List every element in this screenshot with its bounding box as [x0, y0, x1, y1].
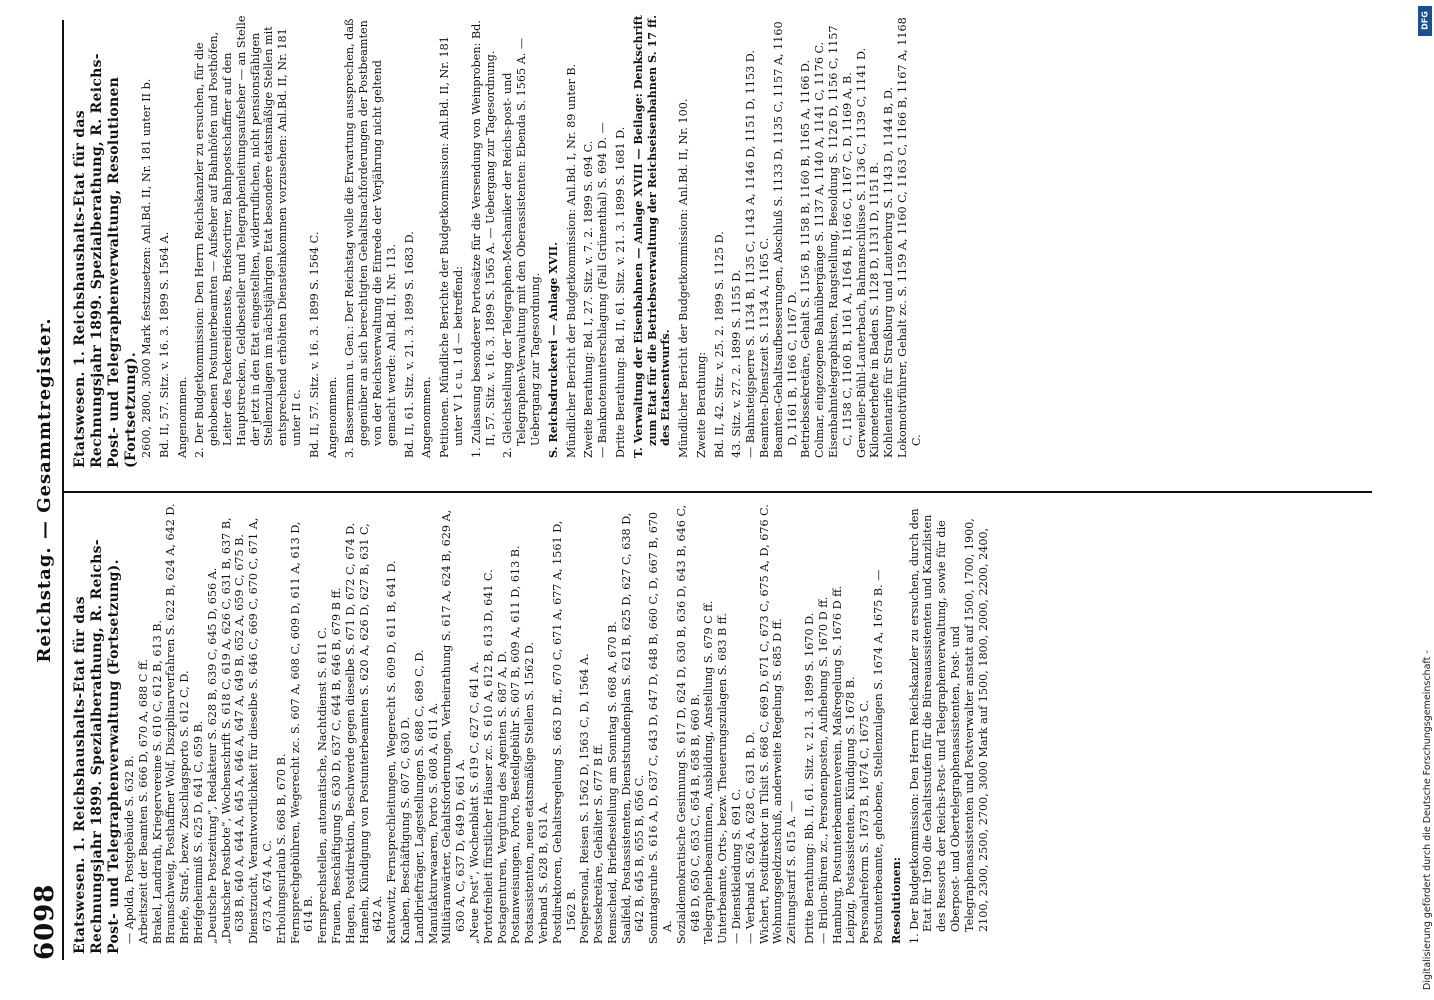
index-entry: 3. Bassermann u. Gen.: Der Reichstag wolle die Erwartung aussprechen, daß gegenüber an sich berechtigten Gehaltsnachforderungen der Postbeamten von der Reichsverwaltung die Einrede der Verjährung nicht geltend gemacht werde: Anl.Bd. II, Nr. 113.	[343, 18, 398, 458]
index-entry: Dienstzucht, Verantwortlichkeit für dieselbe S. 646 C, 669 C, 670 C, 671 A, 673 A, 674 A, C.	[247, 517, 274, 944]
index-entry: Dritte Berathung: Bd. II, 61. Sitz. v. 21. 3. 1899 S. 1681 D.	[613, 126, 627, 458]
header-rule	[62, 20, 64, 960]
index-entry: Zeitungstarif S. 615 A. —	[785, 800, 799, 944]
index-entry: Arbeitszeit der Beamten S. 666 D, 670 A, 688 C ff.	[136, 658, 150, 944]
index-entry: Postagenturen, Vergütung des Agenten S. 687 A, D.	[495, 650, 509, 944]
index-entry: Fernsprechstellen, automatische, Nachtdienst S. 611 C.	[316, 627, 330, 944]
index-entry: Dritte Berathung: Bb. II, 61. Sitz. v. 21. 3. 1899 S. 1670 D.	[803, 612, 817, 944]
index-entry: Knaben, Beschäftigung S. 607 C, 630 D.	[398, 716, 412, 944]
index-entry: Manufakturwaaren, Porto S. 608 A, 611 A.	[426, 702, 440, 944]
index-entry: Postpersonal, Reisen S. 1562 D, 1563 C, D, 1564 A.	[578, 653, 592, 944]
index-entry: Briefgeheimniß S. 625 D, 641 C, 659 B.	[191, 720, 205, 944]
index-entry: Resolutionen:	[888, 857, 903, 944]
index-entry: Zweite Berathung:	[694, 351, 708, 458]
index-entry: Wichert, Postdirektor in Tilsit S. 668 C, 669 D, 671 C, 673 C, 675 A, D, 676 C.	[757, 504, 771, 944]
index-entry: Angenommen.	[420, 376, 434, 458]
index-entry: Bd. II, 57. Sitz. v. 16. 3. 1899 S. 1564 A.	[157, 231, 171, 458]
index-entry: — Dienstkleidung S. 691 C.	[730, 788, 744, 944]
index-entry: Verband S. 628 B, 631 A.	[536, 802, 550, 944]
index-entry: Braunschweig, Posthaffner Wolf, Disziplinarverfahren S. 622 B, 624 A, 642 D.	[164, 503, 178, 944]
index-entry: Eisenbahntelegraphisten, Rangstellung, Besoldung S. 1126 D, 1156 C, 1157 C, 1158 C, 1160 B, 1161 A, 1164 B, 1166 C, 1167 C, D, 1169 A, B.	[827, 25, 854, 458]
left-title: 1. Reichshaushalts-Etat für das Rechnungsjahr 1899. Spezialberathung, R. Reichs-Post- und Telegraphenverwaltung (Fortsetzung).	[72, 539, 122, 954]
index-entry: Portofreiheit fürstlicher Häuser zc. S. 610 A, 612 B, 613 D, 641 C.	[481, 569, 495, 944]
index-entry: 2. Gleichstellung der Telegraphen-Mechaniker der Reichs-post- und Telegraphen-Verwaltung mit den Oberassistenten: Ebenda S. 1565 A. — Uebergang zur Tagesordnung.	[501, 37, 542, 458]
index-entry: Landbriefträger, Lagestellungen S. 688 C, 689 C, D.	[412, 649, 426, 944]
left-entries	[123, 499, 990, 954]
index-entry: Betriebssekretäre, Gehalt S. 1156 B, 1158 B, 1160 B, 1165 A, 1166 D.	[799, 59, 813, 458]
index-entry: — Banknotenunterschlagung (Fall Grünenthal) S. 694 D. —	[596, 122, 610, 458]
index-entry: Hamburg, Postunterbeamtenverein, Maßregelung S. 1676 D ff.	[830, 585, 844, 944]
index-entry: „Neue Post“, Wochenblatt S. 619 C, 627 C, 641 A.	[467, 661, 481, 944]
index-entry: 43. Sitz. v. 27. 2. 1899 S. 1155 D.	[730, 269, 744, 458]
index-entry: Kilometerhefte in Baden S. 1128 D, 1131 D, 1151 B.	[868, 162, 882, 458]
index-entry: Postassistenten, neue etatsmäßige Stellen S. 1562 D.	[523, 641, 537, 944]
right-heading: Etatswesen.	[72, 371, 88, 468]
index-entry: Kattowitz, Fernsprechleitungen, Wegerecht S. 609 D, 611 B, 641 D.	[385, 560, 399, 944]
page-header	[26, 20, 66, 960]
index-entry: Briefe, Straf-, bezw. Zuschlagsporto S. 612 C, D.	[178, 670, 192, 944]
index-entry: Mündlicher Bericht der Budgetkommission: Anl.Bd. I, Nr. 89 unter B.	[564, 63, 578, 458]
index-entry: Fernsprechgebühren, Wegerecht zc. S. 607 A, 608 C, 609 D, 611 A, 613 D, 614 B.	[288, 521, 316, 944]
left-column	[72, 499, 1372, 954]
index-entry: Wohnungsgeldzuschuß, anderweite Regelung S. 685 D ff.	[771, 618, 785, 944]
index-entry: Angenommen.	[175, 376, 189, 458]
column-divider	[64, 492, 1372, 494]
index-entry: Lokomotivführer, Gehalt zc. S. 1159 A, 1160 C, 1163 C, 1166 B, 1167 A, 1168 C.	[896, 17, 923, 458]
index-entry: 2600, 2800, 3000 Mark festzusetzen: Anl.Bd. II, Nr. 181 unter II b.	[140, 78, 153, 458]
index-entry: Mündlicher Bericht der Budgetkommission: Anl.Bd. II, Nr. 100.	[677, 98, 691, 458]
dfg-logo-text: DFG	[1420, 11, 1430, 30]
digitization-credit	[1420, 0, 1434, 1000]
left-heading: Etatswesen.	[72, 857, 88, 954]
index-entry: Frauen, Beschäftigung S. 630 D, 637 C, 644 B, 646 B, 679 B ff.	[329, 587, 343, 944]
index-entry: Postunterbeamte, gehobene, Stellenzulagen S. 1674 A, 1675 B. —	[872, 569, 886, 944]
index-entry: — Brilon-Büren zc., Personenposten, Aufhebung S. 1670 D ff.	[816, 596, 830, 944]
index-entry: Sozialdemokratische Gesinnung S. 617 D, 624 D, 630 B, 636 D, 643 B, 646 C, 648 D, 650 C, 653 C, 654 B, 658 B, 660 B.	[674, 504, 702, 944]
credit-text: Digitalisierung gefördert durch die Deutsche Forschungsgemeinschaft -	[1422, 650, 1433, 990]
index-entry: Remscheid, Briefbestellung am Sonntag S. 668 A, 670 B.	[605, 621, 619, 944]
index-entry: Angenommen.	[325, 376, 339, 458]
index-entry: Postsekretäre, Gehälter S. 677 B ff.	[592, 743, 606, 944]
index-entry: 2. Der Budgetkommission: Den Herrn Reichskanzler zu ersuchen, für die gehobenen Postunterbeamten — Aufseher auf Bahnhöfen und Posthöfen, Leiter des Packereidienstes, Briefsortirer, Bahnpostschaffner auf den Hauptstrecken, Geldbesteller und Telegraphenleitungsaufseher — an Stelle der jetzt in den Etat eingestellten, widerruflichen, nicht pensionsfähigen Stellenzulagen im nächstjährigen Etat besondere etatsmäßige Stellen mit entsprechend erhöhten Diensteinkommen vorzusehen: Anl.Bd. II, Nr. 181 unter II c.	[193, 15, 303, 458]
index-entry: Bd. II, 57. Sitz. v. 16. 3. 1899 S. 1564 C.	[307, 231, 321, 458]
index-entry: 1. Der Budgetkommission: Den Herrn Reichskanzler zu ersuchen, durch den Etat für 1900 die Gehaltsstufen für die Büreauassistenten und Kanzlisten des Ressorts der Reichs-Post- und Telegraphenverwaltung, sowie für die Oberpost- und Obertelegraphenassistenten, Post- und Telegraphenassistenten und Postverwalter anstatt auf 1500, 1700, 1900, 2100, 2300, 2500, 2700, 3000 Mark auf 1500, 1800, 2000, 2200, 2400,	[907, 508, 990, 944]
index-entry: Postanweisungen, Porto, Bestellgebühr S. 607 B, 609 A, 611 D, 613 B.	[509, 545, 523, 944]
index-entry: Leipzig, Postassistenten, Kündigung S. 1678 B.	[844, 676, 858, 944]
index-entry: Bd. II, 61. Sitz. v. 21. 3. 1899 S. 1683 D.	[402, 231, 416, 458]
index-entry: „Deutscher Postbote“, Wochenschrift S. 618 C, 619 A, 626 C, 631 B, 637 B, 638 B, 640 A, 644 A, 645 A, 646 A, 647 A, 649 B, 652 A, 659 C, 675 B.	[219, 517, 247, 944]
index-entry: Telegraphenbeamtinnen, Ausbildung, Anstellung S. 679 C ff.	[702, 600, 716, 944]
index-entry: Militäranwärter, Gehaltsforderungen, Verheirathung S. 617 A, 624 B, 629 A, 630 A, C, 637 D, 649 D, 661 A.	[440, 509, 468, 944]
right-title: 1. Reichshaushalts-Etat für das Rechnungsjahr 1899. Spezialberathung, R. Reichs-Post- und Telegraphenverwaltung, Resolutionen (Fortsetzung).	[72, 53, 139, 468]
index-entry: S. Reichsdruckerei — Anlage XVII.	[545, 241, 560, 458]
index-entry: — Verband S. 626 A, 628 C, 631 B, D.	[743, 731, 757, 944]
index-entry: Gerweiler-Bühl-Lauterbach, Bahnanschlüsse S. 1136 C, 1139 C, 1141 D.	[854, 47, 868, 458]
index-entry: Beamten-Gehaltsaufbesserungen, Abschluß S. 1133 D, 1135 C, 1157 A, 1160 D, 1161 B, 1166 C, 1167 D.	[771, 21, 799, 458]
dfg-logo	[1418, 6, 1432, 36]
right-column	[72, 13, 1372, 468]
right-entries	[140, 13, 924, 468]
index-entry: Bd. II, 42. Sitz. v. 25. 2. 1899 S. 1125 D.	[712, 231, 726, 458]
index-entry: Hagen, Postdirektion, Beschwerde gegen dieselbe S. 671 D, 672 C, 674 D.	[343, 522, 357, 944]
index-entry: Postdirektoren, Gehaltsregelung S. 663 D ff., 670 C, 671 A, 677 A, 1561 D, 1562 B.	[550, 520, 578, 944]
index-entry: Petitionen. Mündliche Berichte der Budgetkommission: Anl.Bd. II, Nr. 181 unter V 1 c u. 1 d — betreffend:	[438, 36, 465, 458]
index-entry: Unterbeamte, Orts-, bezw. Theuerungszulagen S. 683 B ff.	[716, 613, 730, 944]
index-entry: Kohlentarife für Straßburg und Lauterburg S. 1143 D, 1144 B, D.	[882, 86, 896, 458]
index-entry: 1. Zulassung besonderer Portosätze für die Versendung von Weinproben: Bd. II, 57. Sitz. v. 16. 3. 1899 S. 1565 A. — Uebergang zur Tagesordnung.	[469, 20, 497, 458]
index-entry: Sonntagsruhe S. 616 A, D, 637 C, 643 D, 647 D, 648 B, 660 C, D, 667 B, 670 A.	[647, 511, 675, 944]
index-entry: Erholungsurlaub S. 668 B, 670 B.	[274, 753, 288, 944]
running-title: Reichstag. — Gesammtregister.	[34, 317, 55, 663]
index-entry: Hameln, Kündigung von Postunterbeamten S. 620 A, 626 D, 627 B, 631 C, 642 A.	[357, 523, 385, 944]
index-entry: — Bahnsteigsperre S. 1134 B, 1135 C, 1143 A, 1146 D, 1151 D, 1153 D.	[744, 50, 758, 458]
index-entry: Personalreform S. 1673 B, 1674 C, 1675 C.	[858, 699, 872, 944]
index-entry: „Deutsche Postzeitung“, Redakteur S. 628 B, 639 C, 645 D, 656 A.	[205, 567, 219, 944]
index-entry: Zweite Berathung: Bd. I, 27. Sitz. v. 7. 2. 1899 S. 694 C.	[582, 140, 596, 458]
page-number: 6098	[30, 883, 60, 960]
index-entry: T. Verwaltung der Eisenbahnen — Anlage XVIII — Beilage: Denkschrift zum Etat für die Betriebsverwaltung der Reichseisenbahnen S. 17 ff. des Etatsentwurfs.	[630, 14, 673, 458]
index-entry: Colmar, eingezogene Bahnübergänge S. 1137 A, 1140 A, 1141 C, 1176 C.	[813, 41, 827, 458]
index-entry: Saalfeld, Postassistenten, Dienststundenplan S. 621 B, 625 D, 627 C, 638 D, 642 B, 645 B, 655 B, 656 C.	[619, 512, 647, 944]
index-entry: — Apolda, Postgebäude S. 632 B.	[123, 755, 136, 944]
index-entry: Beamten-Dienstzeit S. 1134 A, 1165 C.	[758, 237, 772, 458]
index-entry: Brakel, Landrath, Kriegervereine S. 610 C, 612 B, 613 B.	[150, 619, 164, 944]
